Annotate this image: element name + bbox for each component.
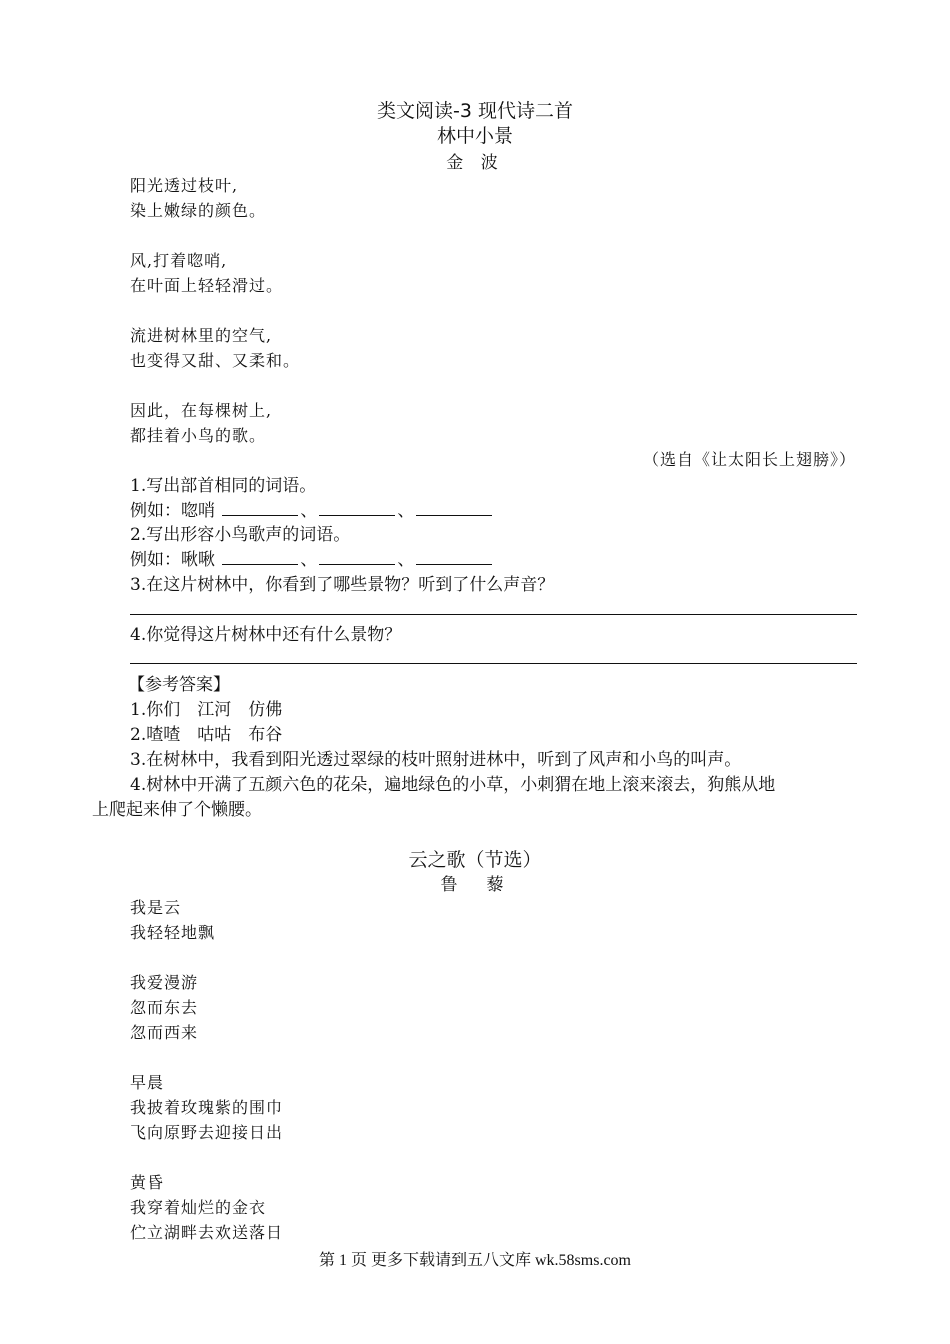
question-2-example-row	[130, 545, 494, 570]
question-1-example-row	[130, 496, 494, 521]
poem1-line: 在叶面上轻轻滑过。	[130, 276, 284, 295]
poem1-line: 因此，在每棵树上,	[130, 401, 273, 420]
poem2-line: 我披着玫瑰紫的围巾	[130, 1098, 284, 1117]
answer-blank[interactable]	[319, 550, 395, 565]
answer-blank[interactable]	[319, 501, 395, 516]
question-3: 3.在这片树林中，你看到了哪些景物？听到了什么声音？	[130, 575, 555, 595]
answer-4-line1: 4.树林中开满了五颜六色的花朵，遍地绿色的小草，小刺猬在地上滚来滚去，狗熊从地	[130, 775, 776, 795]
answer-line[interactable]	[130, 614, 857, 615]
poem2-title: 云之歌（节选）	[408, 849, 542, 871]
poem1-source: （选自《让太阳长上翅膀》）	[642, 450, 856, 469]
answers-heading: 【参考答案】	[128, 675, 230, 695]
answer-2: 2.喳喳 咕咕 布谷	[130, 725, 283, 745]
separator: 、	[300, 501, 318, 521]
poem2-line: 我爱漫游	[130, 973, 199, 992]
poem1-line: 染上嫩绿的颜色。	[130, 201, 267, 220]
poem2-author: 鲁 藜	[440, 875, 510, 895]
poem1-line: 都挂着小鸟的歌。	[130, 426, 267, 445]
poem2-line: 飞向原野去迎接日出	[130, 1123, 284, 1142]
answer-blank[interactable]	[416, 550, 492, 565]
answer-line[interactable]	[130, 663, 857, 664]
poem2-line: 我轻轻地飘	[130, 923, 216, 942]
answer-1: 1.你们 江河 仿佛	[130, 700, 283, 720]
question-2: 2.写出形容小鸟歌声的词语。	[130, 525, 351, 545]
poem2-line: 黄昏	[130, 1173, 165, 1192]
answer-blank[interactable]	[222, 501, 298, 516]
poem2-line: 忽而西来	[130, 1023, 199, 1042]
separator: 、	[397, 501, 415, 521]
answer-blank[interactable]	[416, 501, 492, 516]
answer-3: 3.在树林中，我看到阳光透过翠绿的枝叶照射进林中，听到了风声和小鸟的叫声。	[130, 750, 742, 770]
poem2-line: 忽而东去	[130, 998, 199, 1017]
poem2-line: 我穿着灿烂的金衣	[130, 1198, 267, 1217]
question-1-example: 例如：唿哨	[130, 501, 215, 521]
question-4: 4.你觉得这片树林中还有什么景物？	[130, 625, 402, 645]
answer-blank[interactable]	[222, 550, 298, 565]
question-2-example: 例如：啾啾	[130, 550, 215, 570]
answer-4-line2: 上爬起来伸了个懒腰。	[92, 800, 262, 820]
poem1-line: 阳光透过枝叶,	[130, 176, 239, 195]
poem2-line: 伫立湖畔去欢送落日	[130, 1223, 284, 1242]
poem1-line: 风,打着唿哨,	[130, 251, 228, 270]
question-1: 1.写出部首相同的词语。	[130, 476, 317, 496]
poem2-line: 我是云	[130, 898, 182, 917]
poem1-author: 金 波	[446, 153, 504, 173]
poem1-line: 流进树林里的空气,	[130, 326, 273, 345]
poem1-line: 也变得又甜、又柔和。	[130, 351, 301, 370]
main-title: 类文阅读-3 现代诗二首	[377, 100, 573, 122]
separator: 、	[300, 550, 318, 570]
poem1-title: 林中小景	[436, 125, 513, 147]
poem2-line: 早晨	[130, 1073, 165, 1092]
separator: 、	[397, 550, 415, 570]
page-footer: 第 1 页 更多下载请到五八文库 wk.58sms.com	[318, 1252, 631, 1269]
